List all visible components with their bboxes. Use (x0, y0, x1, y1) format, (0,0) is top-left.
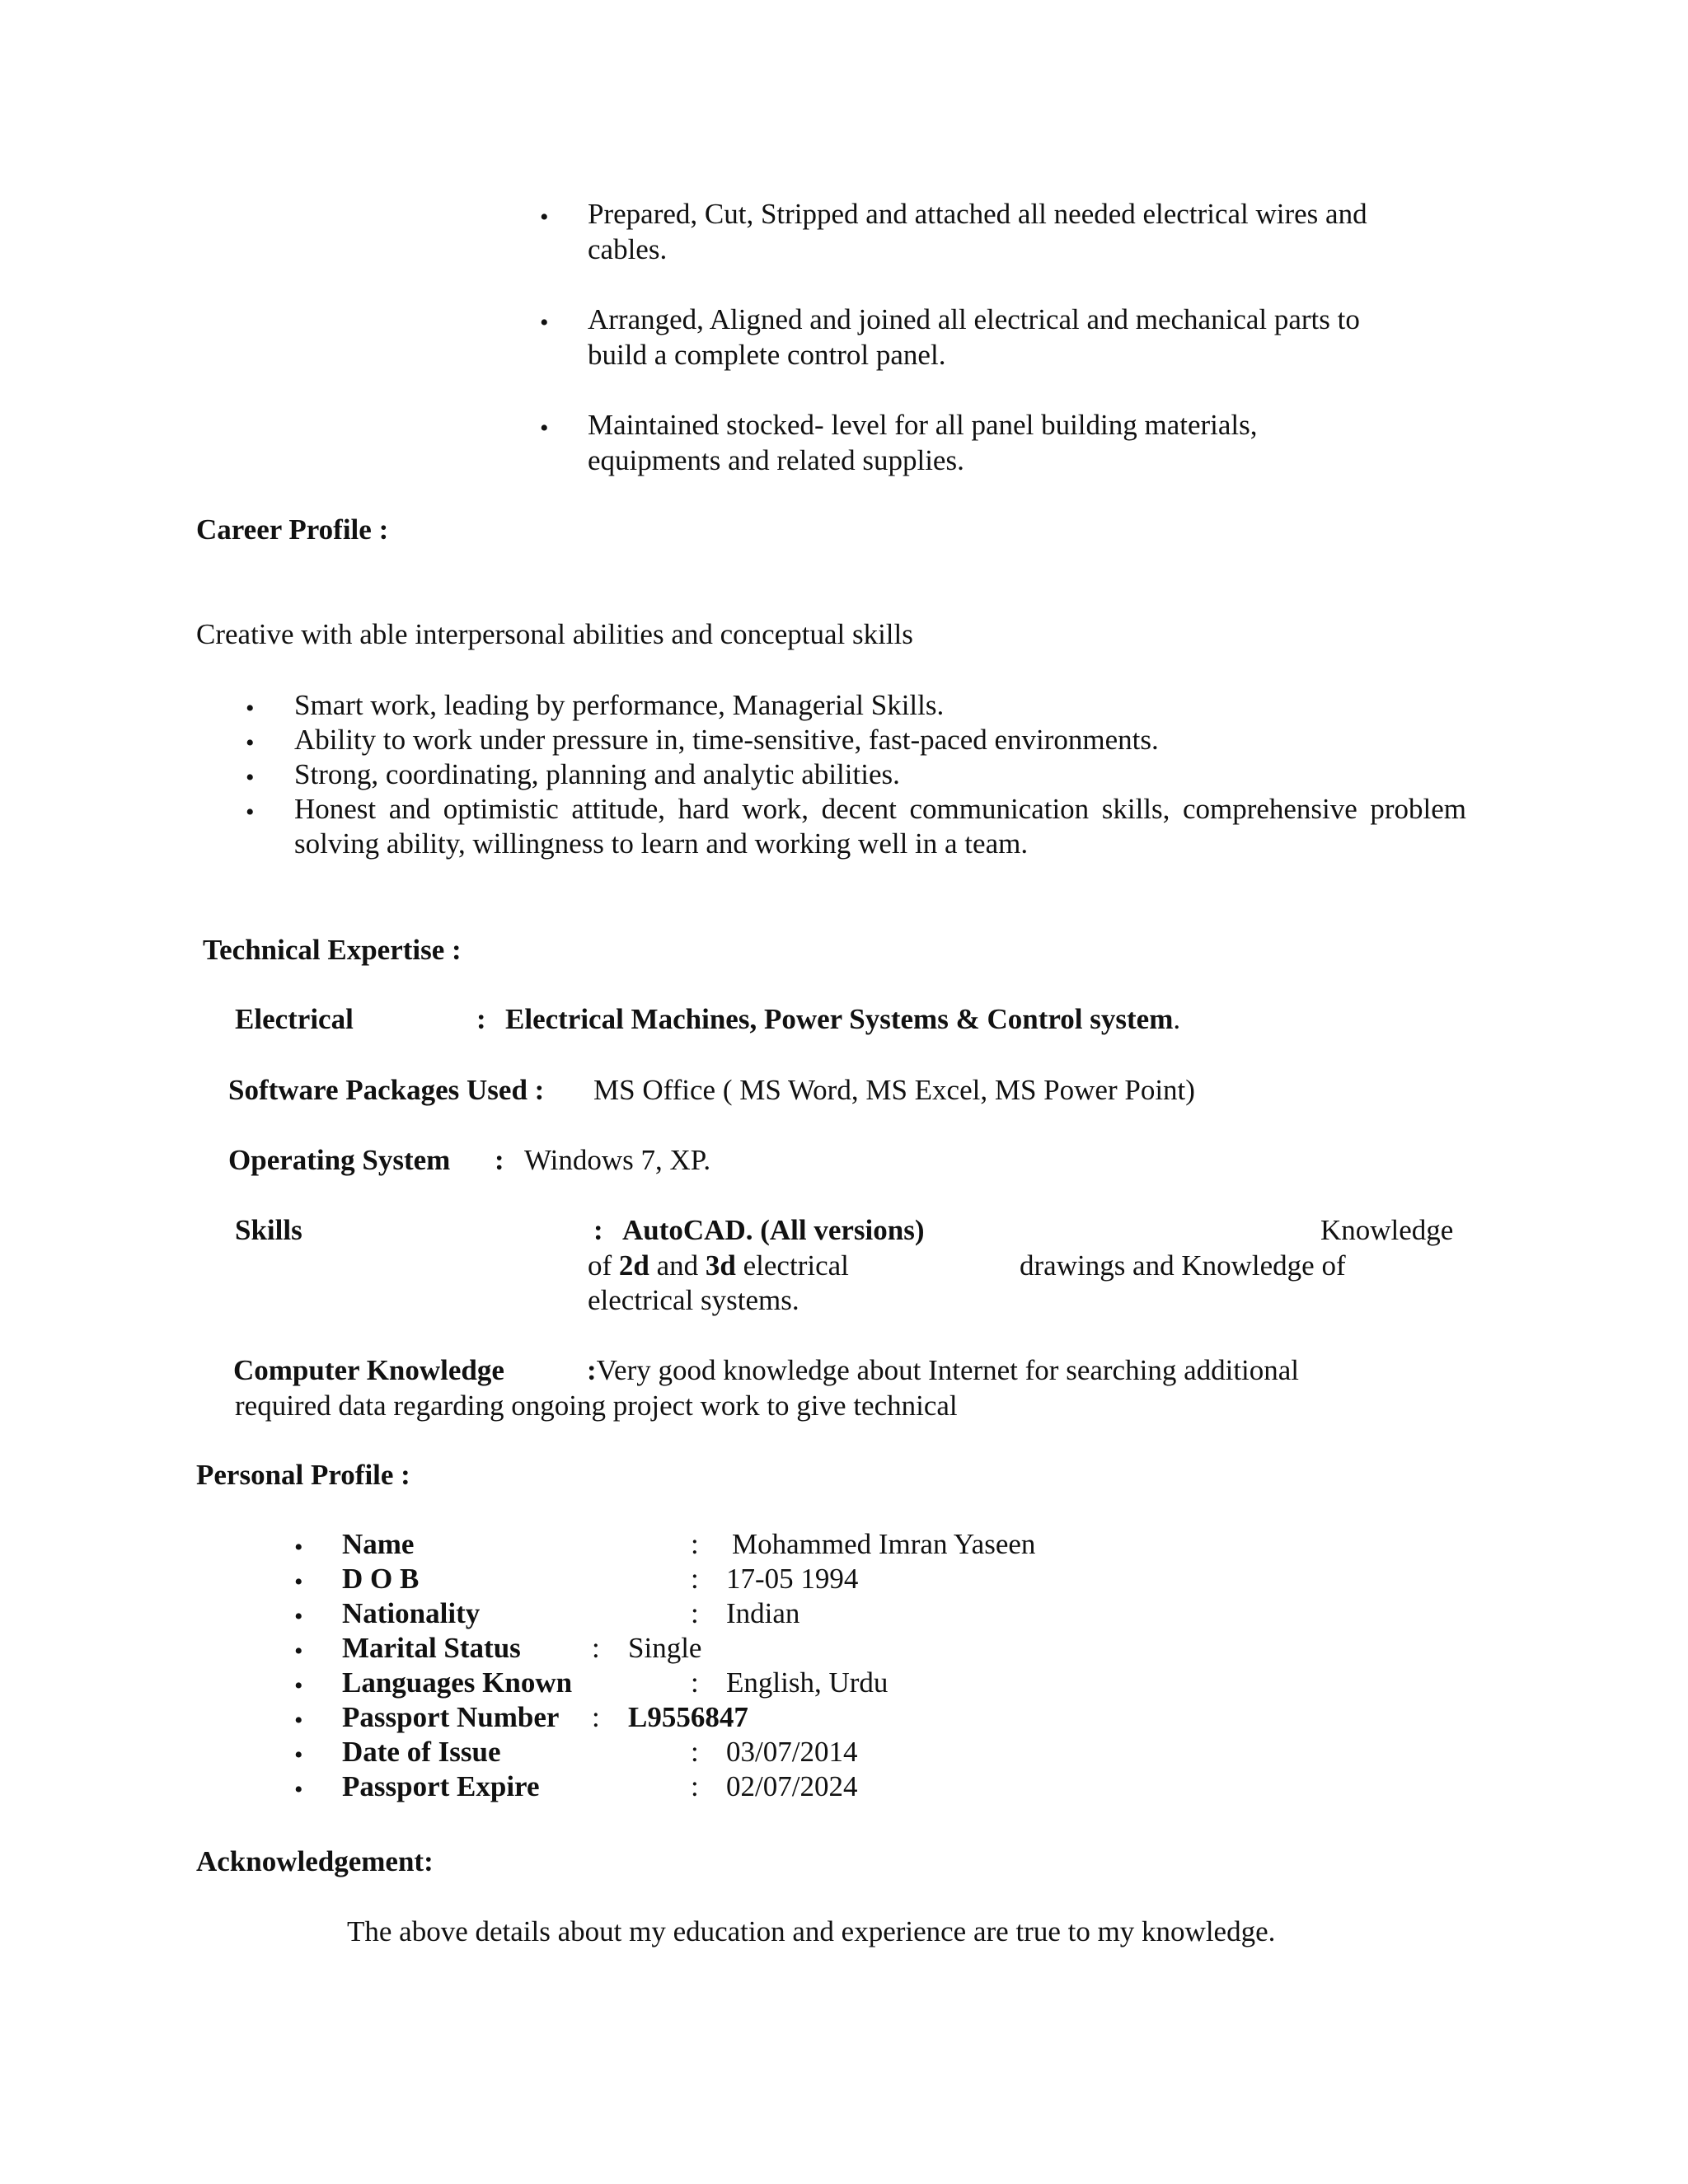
skills-autocad: AutoCAD. (All versions) (622, 1214, 925, 1246)
profile-label-date-of-issue: Date of Issue (342, 1736, 501, 1768)
experience-bullet-text: Maintained stocked- level for all panel building materials, (588, 409, 1258, 441)
profile-value-passport-number: L9556847 (628, 1701, 748, 1733)
software-label: Software Packages Used : (228, 1074, 545, 1106)
electrical-value-line (505, 1002, 1180, 1037)
bullet-icon: • (246, 695, 255, 722)
electrical-label: Electrical (235, 1003, 354, 1035)
bullet-icon: • (246, 764, 255, 791)
electrical-colon: : (476, 1003, 486, 1035)
bullet-icon: • (246, 729, 255, 757)
bullet-icon: • (540, 204, 549, 231)
skills-drawings: drawings and Knowledge of (1020, 1249, 1346, 1282)
profile-label-name: Name (342, 1528, 415, 1560)
acknowledgement-heading: Acknowledgement: (196, 1845, 434, 1877)
bullet-icon: • (294, 1776, 303, 1803)
bullet-icon: • (246, 799, 255, 826)
os-colon: : (495, 1144, 504, 1176)
career-bullet-text: Ability to work under pressure in, time-sensitive, fast-paced environments. (294, 724, 1159, 756)
profile-value-dob: 17-05 1994 (726, 1563, 859, 1595)
acknowledgement-text: The above details about my education and experience are true to my knowledge. (347, 1915, 1276, 1947)
profile-colon: : (691, 1597, 699, 1629)
profile-value-passport-expire: 02/07/2024 (726, 1770, 858, 1802)
electrical-value: Electrical Machines, Power Systems & Control system (505, 1003, 1174, 1035)
profile-value-marital-status: Single (628, 1632, 702, 1664)
profile-value-languages: English, Urdu (726, 1666, 889, 1699)
experience-bullet-text: Arranged, Aligned and joined all electrical and mechanical parts to (588, 303, 1360, 335)
os-label: Operating System (228, 1144, 451, 1176)
computer-knowledge-value: :Very good knowledge about Internet for searching additional (587, 1354, 1300, 1386)
profile-value-date-of-issue: 03/07/2014 (726, 1736, 858, 1768)
experience-bullet-text: build a complete control panel. (588, 339, 946, 371)
bullet-icon: • (294, 1672, 303, 1699)
computer-knowledge-label: Computer Knowledge (233, 1354, 504, 1386)
profile-colon: : (691, 1770, 699, 1802)
software-value: MS Office ( MS Word, MS Excel, MS Power Point) (593, 1074, 1195, 1106)
computer-knowledge-value-line2: required data regarding ongoing project work to give technical (235, 1390, 958, 1422)
skills-line-2: of 2d and 3d electrical (588, 1249, 849, 1282)
profile-label-passport-expire: Passport Expire (342, 1770, 540, 1802)
profile-colon: : (691, 1736, 699, 1768)
skills-knowledge: Knowledge (1320, 1214, 1454, 1246)
profile-colon: : (691, 1528, 699, 1560)
technical-expertise-heading: Technical Expertise : (203, 934, 462, 966)
experience-bullet-text: equipments and related supplies. (588, 444, 964, 476)
experience-bullet-text: cables. (588, 233, 668, 265)
skills-label: Skills (235, 1214, 302, 1246)
profile-colon: : (691, 1563, 699, 1595)
os-value: Windows 7, XP. (524, 1144, 711, 1176)
profile-label-nationality: Nationality (342, 1597, 481, 1629)
bullet-icon: • (540, 415, 549, 442)
profile-label-languages: Languages Known (342, 1666, 573, 1699)
skills-colon: : (593, 1214, 603, 1246)
bullet-icon: • (294, 1568, 303, 1596)
profile-value-nationality: Indian (726, 1597, 800, 1629)
personal-profile-heading: Personal Profile : (196, 1459, 410, 1491)
profile-colon: : (592, 1701, 600, 1733)
career-bullet-text: Honest and optimistic attitude, hard work, decent communication skills, comprehensive problem solving ability, willingness to learn and working well in a team. (294, 793, 1466, 860)
skills-systems: electrical systems. (588, 1284, 799, 1316)
profile-label-passport-number: Passport Number (342, 1701, 560, 1733)
profile-value-name: Mohammed Imran Yaseen (732, 1528, 1036, 1560)
bullet-icon: • (540, 309, 549, 336)
profile-colon: : (592, 1632, 600, 1664)
career-bullet-text: Smart work, leading by performance, Managerial Skills. (294, 689, 945, 721)
career-bullet-text: Strong, coordinating, planning and analytic abilities. (294, 758, 900, 790)
bullet-icon: • (294, 1638, 303, 1665)
career-profile-intro: Creative with able interpersonal abilities and conceptual skills (196, 618, 913, 650)
profile-colon: : (691, 1666, 699, 1699)
experience-bullet-text: Prepared, Cut, Stripped and attached all needed electrical wires and (588, 198, 1367, 230)
bullet-icon: • (294, 1707, 303, 1734)
bullet-icon: • (294, 1741, 303, 1769)
profile-label-dob: D O B (342, 1563, 420, 1595)
bullet-icon: • (294, 1603, 303, 1630)
electrical-period: . (1173, 1003, 1181, 1035)
bullet-icon: • (294, 1534, 303, 1561)
profile-label-marital-status: Marital Status (342, 1632, 521, 1664)
career-profile-heading: Career Profile : (196, 513, 389, 546)
